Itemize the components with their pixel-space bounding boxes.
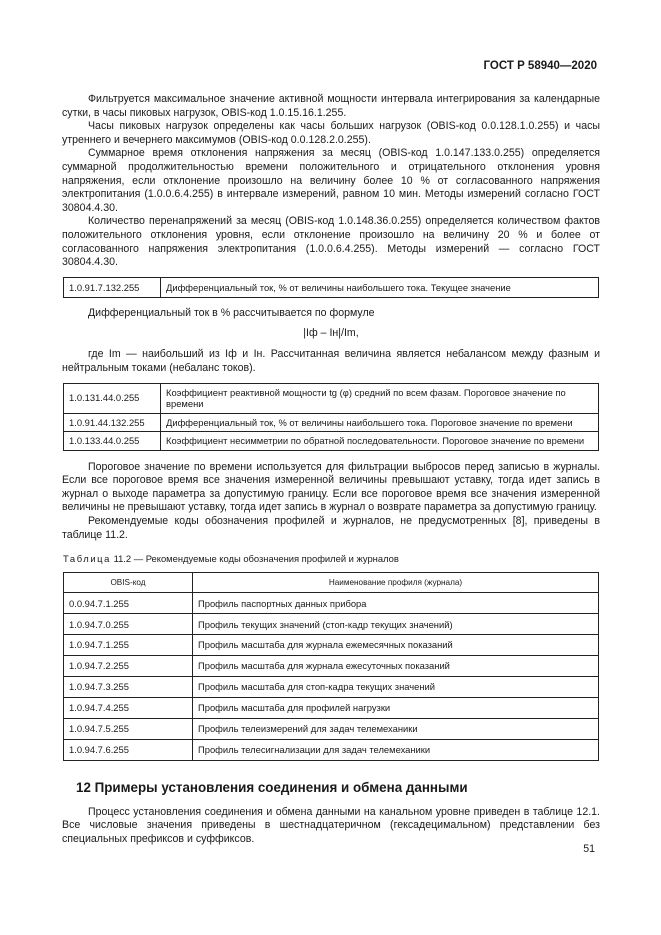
box-text: Коэффициент реактивной мощности tg (φ) средний по всем фазам. Пороговое значение по времени — [161, 383, 599, 413]
table-row — [64, 740, 599, 761]
cell-code: 1.0.94.7.4.255 — [64, 698, 193, 719]
profiles-table — [63, 572, 599, 761]
threshold-box — [63, 383, 599, 451]
cell-code: 1.0.94.7.6.255 — [64, 740, 193, 761]
column-header-obis: OBIS-код — [64, 572, 193, 593]
cell-code: 0.0.94.7.1.255 — [64, 593, 193, 614]
diff-current-box — [63, 277, 599, 299]
page-content — [62, 93, 600, 846]
table-caption — [63, 552, 600, 566]
table-row — [64, 656, 599, 677]
page-number: 51 — [583, 843, 595, 855]
box-row — [64, 413, 599, 432]
box-code: 1.0.91.7.132.255 — [64, 277, 161, 298]
column-header-name: Наименование профиля (журнала) — [193, 572, 599, 593]
box-row — [64, 277, 599, 298]
box-text: Коэффициент несимметрии по обратной последовательности. Пороговое значение по времени — [161, 432, 599, 451]
cell-name: Профиль телесигнализации для задач телемеханики — [193, 740, 599, 761]
table-row — [64, 614, 599, 635]
cell-code: 1.0.94.7.3.255 — [64, 677, 193, 698]
cell-name: Профиль масштаба для журнала ежесуточных показаний — [193, 656, 599, 677]
cell-code: 1.0.94.7.5.255 — [64, 719, 193, 740]
cell-name: Профиль паспортных данных прибора — [193, 593, 599, 614]
table-header-row — [64, 572, 599, 593]
table-row — [64, 719, 599, 740]
cell-code: 1.0.94.7.2.255 — [64, 656, 193, 677]
cell-name: Профиль масштаба для журнала ежемесячных показаний — [193, 635, 599, 656]
paragraph-peak-hours: Часы пиковых нагрузок определены как часы больших нагрузок (OBIS-код 0.0.128.1.0.255) и часы утреннего и вечернего максимумов (OBIS-код 0.0.128.2.0.255). — [62, 120, 600, 146]
formula-where: где Im — наибольший из Iф и Iн. Рассчитанная величина является небалансом между фазным и нейтральным токами (небаланс токов). — [62, 348, 600, 374]
standard-header: ГОСТ Р 58940—2020 — [483, 60, 597, 72]
paragraph-active-power: Фильтруется максимальное значение активной мощности интервала интегрирования за календарные сутки, в часы пиковых нагрузок, OBIS-код 1.0.15.16.1.255. — [62, 93, 600, 119]
paragraph-threshold: Пороговое значение по времени используется для фильтрации выбросов перед записью в журналы. Если все пороговое время все значения измеренной величины превышают уставку, тогда идет запись в журнал о выходе параметра за допустимую границу. Если все пороговое время все значения измеренной величины не превышают уставку, тогда идет запись в журнал о возврате параметра за допустимую границу. — [62, 460, 600, 514]
box-code: 1.0.131.44.0.255 — [64, 383, 161, 413]
cell-name: Профиль телеизмерений для задач телемеханики — [193, 719, 599, 740]
table-row — [64, 698, 599, 719]
cell-name: Профиль текущих значений (стоп-кадр текущих значений) — [193, 614, 599, 635]
box-code: 1.0.133.44.0.255 — [64, 432, 161, 451]
paragraph-voltage-deviation: Суммарное время отклонения напряжения за месяц (OBIS-код 1.0.147.133.0.255) определяется суммарной продолжительностью времени положительного и отрицательного отклонения уровня напряжения, если отклонение произошло на величину более 10 % от согласованного напряжения электропитания (1.0.0.6.4.255) в интервале измерений, равном 10 мин. Методы измерений согласно ГОСТ 30804.4.30. — [62, 147, 600, 214]
paragraph-recommended-codes: Рекомендуемые коды обозначения профилей и журналов, не предусмотренных [8], приведены в таблице 11.2. — [62, 514, 600, 541]
box-code: 1.0.91.44.132.255 — [64, 413, 161, 432]
cell-code: 1.0.94.7.1.255 — [64, 635, 193, 656]
table-row — [64, 593, 599, 614]
cell-name: Профиль масштаба для профилей нагрузки — [193, 698, 599, 719]
section-paragraph: Процесс установления соединения и обмена данными на канальном уровне приведен в таблице 12.1. Все числовые значения приведены в шестнадцатеричном (гексадецимальном) представлении без специальных префиксов и суффиксов. — [62, 805, 600, 845]
section-title: 12 Примеры установления соединения и обмена данными — [76, 780, 468, 796]
table-caption-word: Таблица — [63, 553, 111, 565]
table-row — [64, 635, 599, 656]
paragraph-overvoltage-count: Количество перенапряжений за месяц (OBIS-код 1.0.148.36.0.255) определяется количеством фактов положительного отклонения уровня, если отклонение произошло на величину 20 % и более от согласованного напряжения электропитания (1.0.0.6.4.255). Методы измерений — согласно ГОСТ 30804.4.30. — [62, 215, 600, 269]
table-caption-text: 11.2 — Рекомендуемые коды обозначения профилей и журналов — [110, 553, 399, 565]
formula: |Iф – Iн|/Im, — [303, 326, 359, 339]
formula-intro: Дифференциальный ток в % рассчитывается по формуле — [88, 307, 375, 320]
table-row — [64, 677, 599, 698]
cell-code: 1.0.94.7.0.255 — [64, 614, 193, 635]
box-text: Дифференциальный ток, % от величины наибольшего тока. Текущее значение — [161, 277, 599, 298]
box-row — [64, 432, 599, 451]
box-row — [64, 383, 599, 413]
cell-name: Профиль масштаба для стоп-кадра текущих значений — [193, 677, 599, 698]
box-text: Дифференциальный ток, % от величины наибольшего тока. Пороговое значение по времени — [161, 413, 599, 432]
